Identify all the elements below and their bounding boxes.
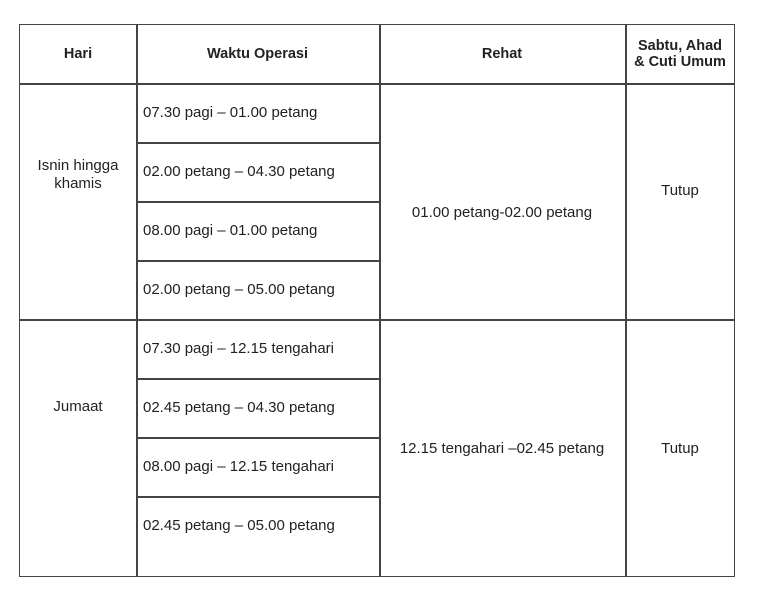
header-waktu-operasi: Waktu Operasi (207, 46, 308, 62)
waktu-cell: 07.30 pagi – 01.00 petang (143, 103, 318, 121)
waktu-cell: 08.00 pagi – 01.00 petang (143, 221, 318, 239)
rehat-cell: 12.15 tengahari –02.45 petang (399, 440, 605, 457)
waktu-cell: 02.00 petang – 04.30 petang (143, 162, 335, 180)
cuti-cell: Tutup (661, 182, 699, 199)
header-hari: Hari (63, 46, 93, 62)
hari-cell: Isnin hingga khamis (37, 157, 119, 192)
hari-cell: Jumaat (53, 398, 103, 415)
waktu-cell: 02.00 petang – 05.00 petang (143, 280, 335, 298)
waktu-cell: 02.45 petang – 05.00 petang (143, 517, 335, 534)
waktu-cell: 08.00 pagi – 12.15 tengahari (143, 457, 334, 475)
operating-hours-table (19, 24, 735, 577)
cuti-cell: Tutup (661, 440, 699, 457)
rehat-cell: 01.00 petang-02.00 petang (411, 204, 593, 221)
header-cuti: Sabtu, Ahad & Cuti Umum (634, 38, 726, 70)
header-rehat: Rehat (481, 46, 523, 62)
waktu-cell: 02.45 petang – 04.30 petang (143, 398, 335, 416)
waktu-cell: 07.30 pagi – 12.15 tengahari (143, 339, 334, 357)
